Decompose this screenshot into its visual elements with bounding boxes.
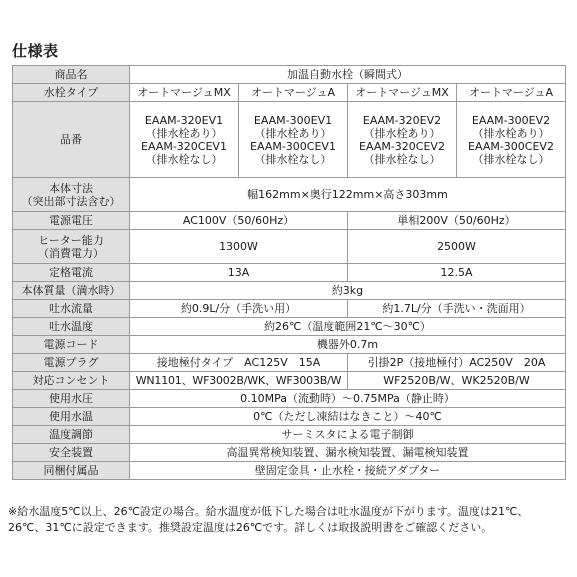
value-plug-right: 引掛2P（接地極付）AC250V 20A — [348, 354, 566, 372]
row-current — [13, 264, 566, 282]
value-mass: 約3kg — [130, 282, 566, 300]
value-heater-right: 2500W — [348, 230, 566, 264]
value-size: 幅162mm×奥行122mm×高さ303mm — [130, 178, 566, 212]
value-type-2: オートマージュA — [239, 84, 348, 102]
partno-note: （排水栓なし） — [254, 152, 332, 166]
label-current: 定格電流 — [13, 264, 130, 282]
value-pressure: 0.10MPa（流動時）〜0.75MPa（静止時） — [130, 390, 566, 408]
row-watertemp — [13, 408, 566, 426]
value-current-right: 12.5A — [348, 264, 566, 282]
partno-code: EAAM-320EV2 — [362, 113, 442, 127]
partno-note: （排水栓あり） — [145, 126, 223, 140]
row-safety — [13, 444, 566, 462]
value-cord: 機器外0.7m — [130, 336, 566, 354]
label-control: 温度調節 — [13, 426, 130, 444]
label-heater-sub: （消費電力） — [38, 246, 104, 260]
partno-note: （排水栓あり） — [254, 126, 332, 140]
page-title: 仕様表 — [12, 42, 59, 60]
row-type — [13, 84, 566, 102]
row-voltage — [13, 212, 566, 230]
value-partno-4 — [457, 102, 566, 178]
row-accessory — [13, 462, 566, 480]
row-size — [13, 178, 566, 212]
value-flow-left: 約0.9L/分（手洗い用） — [130, 300, 348, 318]
label-mass: 本体質量（満水時） — [13, 282, 130, 300]
partno-code: EAAM-320EV1 — [144, 113, 224, 127]
footnote — [8, 504, 570, 536]
partno-code: EAAM-300EV1 — [253, 113, 333, 127]
value-partno-1 — [130, 102, 239, 178]
value-temp: 約26℃（温度範囲21℃〜30℃） — [130, 318, 566, 336]
partno-note: （排水栓あり） — [472, 126, 550, 140]
label-product: 商品名 — [13, 66, 130, 84]
row-partno — [13, 102, 566, 178]
value-type-3: オートマージュMX — [348, 84, 457, 102]
label-size-sub: （突出部寸法含む） — [21, 194, 121, 208]
partno-code: EAAM-320CEV1 — [141, 139, 227, 153]
row-outlet — [13, 372, 566, 390]
row-mass — [13, 282, 566, 300]
row-control — [13, 426, 566, 444]
partno-note: （排水栓なし） — [363, 152, 441, 166]
footnote-line-1: ※給水温度5℃以上、26℃設定の場合。給水温度が低下した場合は吐水温度が下がります。温度は21℃、 — [8, 505, 529, 518]
label-heater-main: ヒーター能力 — [38, 233, 104, 247]
value-heater-left: 1300W — [130, 230, 348, 264]
label-safety: 安全装置 — [13, 444, 130, 462]
value-plug-left: 接地極付タイプ AC125V 15A — [130, 354, 348, 372]
label-size-main: 本体寸法 — [49, 181, 93, 195]
value-watertemp: 0℃（ただし凍結はなきこと）〜40℃ — [130, 408, 566, 426]
row-temp — [13, 318, 566, 336]
label-watertemp: 使用水温 — [13, 408, 130, 426]
label-flow: 吐水流量 — [13, 300, 130, 318]
value-current-left: 13A — [130, 264, 348, 282]
label-temp: 吐水温度 — [13, 318, 130, 336]
value-product: 加温自動水栓（瞬間式） — [130, 66, 566, 84]
partno-code: EAAM-300EV2 — [471, 113, 551, 127]
label-size — [13, 178, 130, 212]
value-type-4: オートマージュA — [457, 84, 566, 102]
label-partno: 品番 — [13, 102, 130, 178]
row-flow — [13, 300, 566, 318]
value-control: サーミスタによる電子制御 — [130, 426, 566, 444]
partno-code: EAAM-320CEV2 — [359, 139, 445, 153]
row-product — [13, 66, 566, 84]
label-voltage: 電源電圧 — [13, 212, 130, 230]
label-outlet: 対応コンセント — [13, 372, 130, 390]
label-plug: 電源プラグ — [13, 354, 130, 372]
value-partno-2 — [239, 102, 348, 178]
partno-code: EAAM-300CEV1 — [250, 139, 336, 153]
label-cord: 電源コード — [13, 336, 130, 354]
partno-note: （排水栓なし） — [472, 152, 550, 166]
value-voltage-right: 単相200V（50/60Hz） — [348, 212, 566, 230]
footnote-line-2: 26℃、31℃に設定できます。推奨設定温度は26℃です。詳しくは取扱説明書をご確認ください。 — [8, 521, 493, 534]
label-accessory: 同梱付属品 — [13, 462, 130, 480]
row-pressure — [13, 390, 566, 408]
partno-code: EAAM-300CEV2 — [468, 139, 554, 153]
label-pressure: 使用水圧 — [13, 390, 130, 408]
spec-table — [12, 65, 566, 480]
value-outlet-right: WF2520B/W、WK2520B/W — [348, 372, 566, 390]
value-outlet-left: WN1101、WF3002B/WK、WF3003B/W — [130, 372, 348, 390]
row-heater — [13, 230, 566, 264]
value-voltage-left: AC100V（50/60Hz） — [130, 212, 348, 230]
partno-note: （排水栓あり） — [363, 126, 441, 140]
value-type-1: オートマージュMX — [130, 84, 239, 102]
value-accessory: 壁固定金具・止水栓・接続アダプター — [130, 462, 566, 480]
label-heater — [13, 230, 130, 264]
value-partno-3 — [348, 102, 457, 178]
partno-note: （排水栓なし） — [145, 152, 223, 166]
value-safety: 高温異常検知装置、漏水検知装置、漏電検知装置 — [130, 444, 566, 462]
label-type: 水栓タイプ — [13, 84, 130, 102]
row-plug — [13, 354, 566, 372]
value-flow-right: 約1.7L/分（手洗い・洗面用） — [348, 300, 566, 318]
row-cord — [13, 336, 566, 354]
